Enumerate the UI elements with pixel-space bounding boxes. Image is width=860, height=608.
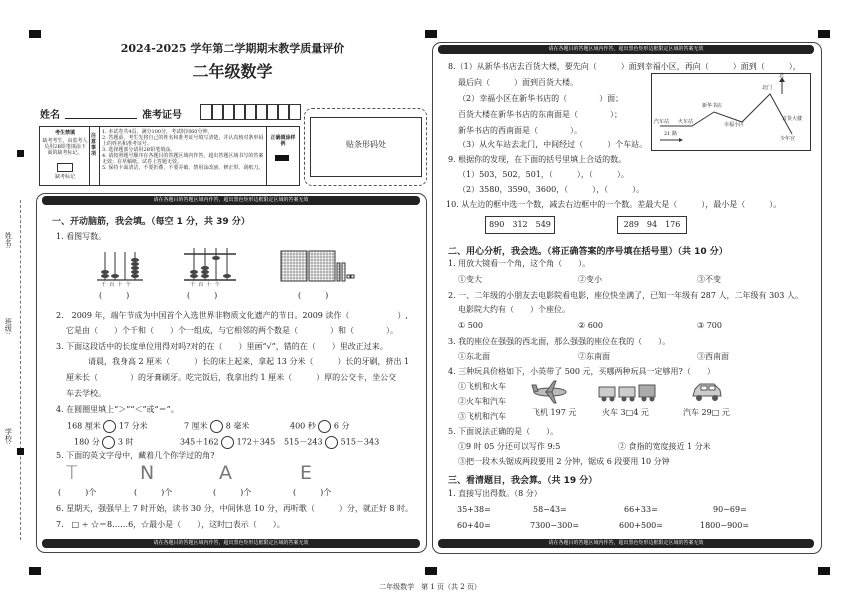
calc-item[interactable]: 7300−300= bbox=[530, 521, 580, 530]
section-3-title: 三、看清题目，我会算。（共 19 分） bbox=[448, 476, 598, 486]
sidebar-school-label: 学校: bbox=[4, 428, 13, 445]
c2-option-2[interactable]: ② 600 bbox=[578, 321, 603, 330]
bottom-banner-right: 请在各题目的答题区域内作答，超出黑色矩形边框限定区域的答案无效 bbox=[438, 539, 814, 548]
note-item: 3. 选择题部分请用2B铅笔填涂。 bbox=[102, 147, 176, 153]
q3-line-4: 车去学校。 bbox=[66, 389, 106, 398]
notes-list bbox=[102, 129, 264, 171]
q8-line-4: 百货大楼在新华书店的东南面是（ ）； bbox=[458, 110, 622, 119]
sidebar-name-label: 姓名: bbox=[4, 232, 13, 249]
compare-circle[interactable] bbox=[221, 436, 234, 449]
plane-price: 飞机 197 元 bbox=[532, 408, 577, 417]
d1-text: 1. 直接写出得数。（8 分） bbox=[448, 489, 542, 498]
c3-option-1[interactable]: ①东北面 bbox=[458, 352, 490, 361]
calc-item[interactable]: 90−69= bbox=[713, 505, 747, 514]
subject-title: 二年级数学 bbox=[192, 62, 273, 81]
q10-right-box: 289 94 176 bbox=[617, 216, 687, 234]
compare-circle[interactable] bbox=[318, 420, 331, 433]
absent-mark-label: 缺考标记 bbox=[54, 174, 75, 180]
compare-circle[interactable] bbox=[325, 436, 338, 449]
bottom-banner-left: 请在各题目的答题区域内作答，超出黑色矩形边框限定区域的答案无效 bbox=[42, 539, 420, 548]
fill-example-title: 正确填涂样例 bbox=[270, 135, 296, 147]
q3-line-1: 3. 下面这段话中的长度单位用得对吗?对的在（ ）里画“√”，错的在（ ）里改正过来。 bbox=[56, 342, 388, 351]
north-label: 北 bbox=[779, 73, 785, 79]
thousands-label: 千 bbox=[101, 282, 107, 288]
hundreds-label: 百 bbox=[198, 282, 204, 288]
corner-mark bbox=[818, 567, 830, 575]
binding-mark bbox=[17, 150, 24, 157]
compare-circle[interactable] bbox=[102, 436, 115, 449]
c5-option-2[interactable]: ② 食指的宽度接近 1 分米 bbox=[618, 442, 711, 451]
c3-option-2[interactable]: ②东南面 bbox=[578, 352, 610, 361]
top-banner-right: 请在各题目的答题区域内作答，超出黑色矩形边框限定区域的答案无效 bbox=[438, 45, 814, 54]
q9-line-1: （1）503，502，501，（ ），（ ）。 bbox=[458, 170, 629, 179]
q5-answer-2[interactable]: ( )个 bbox=[134, 488, 173, 497]
section-1-title: 一、开动脑筋，我会填。（每空 1 分，共 39 分） bbox=[52, 217, 250, 227]
candidate-text: 缺考考生，由监考人员用2B铅笔填涂下面的缺考标记。 bbox=[42, 138, 88, 156]
map-road: 21 路 bbox=[664, 131, 677, 137]
calc-item[interactable]: 66+33= bbox=[624, 505, 658, 514]
corner-mark bbox=[425, 567, 437, 575]
note-item: 2. 答题前，考生先将自己的姓名和准考证号填写清楚，并认真核对条形码上的姓名和准考证号。 bbox=[102, 135, 264, 147]
q8-line-3: （2）幸福小区在新华书店的（ ）面； bbox=[458, 94, 624, 103]
c5-option-1[interactable]: ①9 时 05 分还可以写作 9:5 bbox=[458, 442, 561, 451]
c3-option-3[interactable]: ③西南面 bbox=[697, 352, 729, 361]
corner-mark bbox=[29, 30, 41, 38]
q1-answer-3[interactable]: ( ) bbox=[298, 291, 329, 300]
q9-line-2: （2）3580，3590，3600，（ ），（ ）。 bbox=[458, 185, 645, 194]
corner-mark bbox=[818, 30, 830, 38]
q1-answer-1[interactable]: ( ) bbox=[99, 291, 130, 300]
c4-option-1[interactable]: ①飞机和火车 bbox=[458, 382, 506, 391]
letter-t: T bbox=[66, 462, 78, 484]
q8-line-5: 新华书店的西南面是（ ）。 bbox=[458, 126, 582, 135]
q8-line-6: （3）从火车站去北门，中间经过（ ）个车站。 bbox=[458, 140, 648, 149]
c4-text: 4. 三种玩具价格如下，小英带了 500 元，买哪两种玩具一定够用?（ ） bbox=[448, 367, 715, 376]
q8-line-1: 8.（1）从新华书店去百货大楼，要先向（ ）面到幸福小区，再向（ ）面到（ ）， bbox=[448, 62, 801, 71]
compare-circle[interactable] bbox=[210, 420, 223, 433]
corner-mark bbox=[29, 567, 41, 575]
letter-n: N bbox=[140, 462, 155, 484]
name-field[interactable] bbox=[65, 118, 137, 119]
hundreds-label: 百 bbox=[109, 282, 115, 288]
compare-item: 400 秒 6 分 bbox=[290, 420, 350, 433]
q2-line-1: 2. 2009 年，端午节成为中国首个入选世界非物质文化遗产的节日。2009 读作（ ）, bbox=[56, 311, 408, 320]
map-bookstore: 新华书店 bbox=[702, 103, 723, 109]
c5-option-3[interactable]: ③把一段木头锯成两段要用 2 分钟，锯成 6 段要用 10 分钟 bbox=[458, 457, 670, 466]
c1-option-3[interactable]: ③不变 bbox=[697, 275, 721, 284]
calc-item[interactable]: 600+500= bbox=[619, 521, 663, 530]
map-north-gate: 北门 bbox=[762, 85, 773, 91]
q5-answer-3[interactable]: ( )个 bbox=[213, 488, 252, 497]
c4-option-2[interactable]: ②火车和汽车 bbox=[458, 397, 506, 406]
route-map bbox=[651, 73, 811, 151]
plane-icon bbox=[530, 381, 570, 403]
c4-option-3[interactable]: ③飞机和汽车 bbox=[458, 412, 506, 421]
q8-line-2: 最后向（ ）面到百货大楼。 bbox=[458, 78, 578, 87]
q3-line-2: 请晨，我身高 2 厘米（ ）长的床上起来，拿起 13 分米（ ）长的牙刷，挤出 1 bbox=[88, 357, 410, 366]
exam-no-digit-box[interactable] bbox=[288, 104, 301, 120]
map-mall: 百货大楼 bbox=[782, 116, 803, 122]
car-icon bbox=[690, 381, 724, 403]
thousands-label: 千 bbox=[190, 282, 196, 288]
hundreds-blocks bbox=[279, 245, 359, 289]
note-item: 1. 本试卷共4页，满分100分，考试时间60分钟。 bbox=[102, 129, 213, 135]
barcode-label: 贴条形码处 bbox=[346, 140, 386, 149]
abacus-2-labels bbox=[190, 282, 220, 288]
compare-item: 345＋162 172＋345 bbox=[180, 436, 275, 449]
fill-example-mark bbox=[275, 155, 289, 161]
map-school: 少年宫 bbox=[780, 136, 796, 142]
q4-text: 4. 在圆圈里填上“＞”“＜”或“＝”。 bbox=[56, 405, 179, 414]
train-price: 火车 3□4 元 bbox=[602, 408, 649, 417]
page-footer: 二年级数学 第 1 页（共 2 页） bbox=[379, 583, 481, 591]
absent-mark-box[interactable] bbox=[57, 163, 73, 172]
corner-mark bbox=[425, 30, 437, 38]
top-banner-left: 请在各题目的答题区域内作答，超出黑色矩形边框限定区域的答案无效 bbox=[42, 196, 420, 205]
compare-item: 515－243 515－343 bbox=[284, 436, 379, 449]
candidate-title: 考生禁填 bbox=[54, 130, 75, 136]
q1-answer-2[interactable]: ( ) bbox=[187, 291, 218, 300]
map-train: 火车站 bbox=[678, 119, 694, 125]
car-price: 汽车 29□ 元 bbox=[683, 408, 730, 417]
ones-label: 个 bbox=[214, 282, 220, 288]
compare-item: 180 分 3 时 bbox=[74, 436, 134, 449]
letter-a: A bbox=[219, 462, 232, 484]
c5-text: 5. 下面说法正确的是（ ）。 bbox=[448, 427, 559, 436]
c1-option-1[interactable]: ①变大 bbox=[458, 275, 482, 284]
q7-text: 7. □ ÷ ☆＝8……6，☆最小是（ ），这时□表示（ ）。 bbox=[56, 520, 285, 529]
note-item: 5. 保持卡面清洁，不要折叠，不要弄破，禁用涂改液、修正带、刮纸刀。 bbox=[102, 165, 264, 171]
q5-answer-1[interactable]: ( )个 bbox=[58, 488, 97, 497]
q5-answer-4[interactable]: ( )个 bbox=[293, 488, 332, 497]
calc-item[interactable]: 58−43= bbox=[533, 505, 567, 514]
q10-text: 10. 从左边的框中选一个数，减去右边框中的一个数。差最大是（ ），最小是（ ）。 bbox=[446, 200, 782, 209]
q5-text: 5. 下面的英文字母中，藏着几个你学过的角? bbox=[56, 451, 215, 460]
q6-text: 6. 星期天，强强早上 7 时开始，读书 30 分，中间休息 10 分，再听歌（ ）分，就正好 8 时。 bbox=[56, 504, 414, 513]
c2-line-2: 电影院大约有（ ）个座位。 bbox=[458, 305, 570, 314]
abacus-1-labels bbox=[101, 282, 131, 288]
map-xingfu: 幸福小区 bbox=[724, 122, 745, 128]
exam-no-label: 准考证号 bbox=[142, 110, 182, 121]
c3-text: 3. 我的座位在强强的西北面，那么强强的座位在我的（ ）。 bbox=[448, 337, 671, 346]
map-station: 汽车站 bbox=[654, 119, 670, 125]
notes-title: 注意事项 bbox=[91, 133, 97, 157]
notice-table bbox=[39, 126, 300, 186]
tens-label: 十 bbox=[206, 282, 212, 288]
sidebar-class-label: 班级: bbox=[4, 318, 13, 335]
note-item: 4. 请按照题号顺序在各题目的答题区域内作答，超出答题区域书写的答案无效；在草稿纸、试卷上答题无效。 bbox=[102, 153, 264, 165]
c2-option-3[interactable]: ③ 700 bbox=[697, 321, 722, 330]
c2-option-1[interactable]: ① 500 bbox=[458, 321, 483, 330]
compare-circle[interactable] bbox=[103, 420, 116, 433]
q1-text: 1. 看图写数。 bbox=[56, 232, 107, 241]
c2-line-1: 2. 一、二年级的小朋友去电影院看电影，座位快坐满了，已知一年级有 287 人，二年级有 303 人。 bbox=[448, 291, 803, 300]
calc-item[interactable]: 1800−900= bbox=[700, 521, 750, 530]
q3-line-3: 厘米长（ ）的牙膏刷牙。吃完饭后，我拿出约 1 厘米（ ）厚的公交卡，坐公交 bbox=[66, 373, 397, 382]
c1-option-2[interactable]: ②变小 bbox=[578, 275, 602, 284]
letter-e: E bbox=[300, 462, 313, 484]
q2-line-2: 它是由（ ）个千和（ ）个一组成，与它相邻的两个数是（ ）和（ ）。 bbox=[66, 326, 398, 335]
tens-label: 十 bbox=[117, 282, 123, 288]
q10-left-box: 890 312 549 bbox=[485, 216, 555, 234]
section-2-title: 二、用心分析，我会选。（将正确答案的序号填在括号里）（共 10 分） bbox=[448, 247, 728, 257]
compare-item: 168 厘米 17 分米 bbox=[67, 420, 148, 433]
compare-item: 7 厘米 8 毫米 bbox=[184, 420, 249, 433]
barcode-area bbox=[304, 108, 427, 186]
calc-item[interactable]: 60+40= bbox=[457, 521, 491, 530]
exam-title: 2024-2025 学年第二学期期末教学质量评价 bbox=[120, 42, 345, 55]
train-icon bbox=[597, 383, 659, 403]
c1-text: 1. 用放大镜看一个角，这个角（ ）。 bbox=[448, 259, 591, 268]
binding-mark bbox=[17, 448, 24, 455]
calc-item[interactable]: 35+38= bbox=[457, 505, 491, 514]
ones-label: 个 bbox=[125, 282, 131, 288]
q9-text: 9. 根据你的发现，在下面的括号里填上合适的数。 bbox=[448, 155, 627, 164]
name-label: 姓名 bbox=[40, 110, 60, 121]
binding-line bbox=[20, 200, 21, 540]
